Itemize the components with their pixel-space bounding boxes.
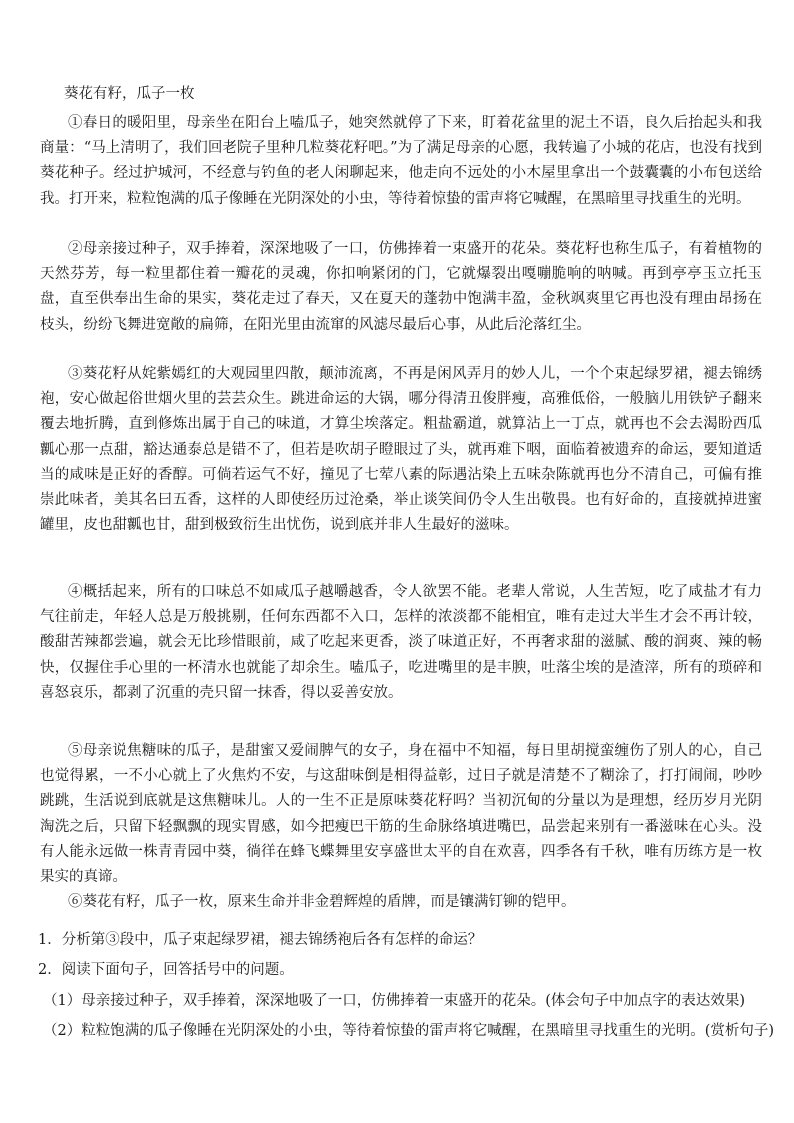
paragraph-1: ①春日的暖阳里，母亲坐在阳台上嗑瓜子，她突然就停了下来，盯着花盆里的泥土不语，良久后抬起头和我商量：“马上清明了，我们回老院子里种几粒葵花籽吧。”为了满足母亲的心愿，我转遍了小城的花店，也没有找到葵花种子。经过护城河，不经意与钓鱼的老人闲聊起来，他走向不远处的小木屋里拿出一个鼓囊囊的小布包送给我。打开来，粒粒饱满的瓜子像睡在光阴深处的小虫，等待着惊蛰的雷声将它喊醒，在黑暗里寻找重生的光明。	[40, 115, 762, 207]
paragraph-2: ②母亲接过种子，双手捧着，深深地吸了一口，仿佛捧着一束盛开的花朵。葵花籽也称生瓜子，有着植物的天然芬芳，每一粒里都住着一瓣花的灵魂，你扣响紧闭的门，它就爆裂出嘎嘣脆响的呐喊。再到亭亭玉立托玉盘，直至供奉出生命的果实，葵花走过了春天，又在夏天的蓬勃中饱满丰盈，金秋飒爽里它再也没有理由昂扬在枝头，纷纷飞舞进宽敞的扁筛，在阳光里由流窜的风滤尽最后心事，从此后沦落红尘。	[40, 241, 762, 333]
paragraph-3: ③葵花籽从姹紫嫣红的大观园里四散，颠沛流离，不再是闲风弄月的妙人儿，一个个束起绿罗裙，褪去锦绣袍，安心做起俗世烟火里的芸芸众生。跳进命运的大锅，哪分得清丑俊胖瘦，高雅低俗，一般脑儿用铁铲子翻来覆去地折腾，直到修炼出属于自己的味道，才算尘埃落定。粗盐霸道，就算沾上一丁点，就再也不会去渴盼西瓜瓤心那一点甜，豁达通泰总是错不了，但若是吹胡子瞪眼过了头，就再难下咽，面临着被遗弃的命运，要知道适当的咸味是正好的香醇。可倘若运气不好，撞见了七荤八素的际遇沾染上五味杂陈就再也分不清自己，可偏有推崇此味者，美其名曰五香，这样的人即使经历过沧桑，举止谈笑间仍令人生出敬畏。也有好命的，直接就掉进蜜罐里，皮也甜瓤也甘，甜到极致衍生出忧伤，说到底并非人生最好的滋味。	[40, 366, 762, 534]
question-1: 1．分析第③段中，瓜子束起绿罗裙，褪去锦绣袍后各有怎样的命运？	[38, 932, 483, 948]
question-2-part-2: （2）粒粒饱满的瓜子像睡在光阴深处的小虫，等待着惊蛰的雷声将它喊醒，在黑暗里寻找重生的光明。(赏析句子)	[43, 1023, 775, 1039]
paragraph-5: ⑤母亲说焦糖味的瓜子，是甜蜜又爱闹脾气的女子，身在福中不知福，每日里胡搅蛮缠伤了别人的心，自己也觉得累，一不小心就上了火焦灼不安，与这甜味倒是相得益彰，过日子就是清楚不了糊涂了，打打闹闹，吵吵跳跳，生活说到底就是这焦糖味儿。人的一生不正是原味葵花籽吗？当初沉甸的分量以为是理想，经历岁月光阴淘洗之后，只留下轻飘飘的现实胃感，如今把瘦巴干筋的生命脉络填进嘴巴，品尝起来别有一番滋味在心头。没有人能永远做一株青青园中葵，徜徉在蜂飞蝶舞里安享盛世太平的自在欢喜，四季各有千秋，唯有历练方是一枚果实的真谛。	[40, 743, 762, 886]
paragraph-6: ⑥葵花有籽，瓜子一枚，原来生命并非金碧辉煌的盾牌，而是镶满钉铆的铠甲。	[68, 894, 576, 910]
essay-title: 葵花有籽，瓜子一枚	[64, 86, 195, 102]
paragraph-4: ④概括起来，所有的口味总不如咸瓜子越嚼越香，令人欲罢不能。老辈人常说，人生苦短，吃了咸盐才有力气往前走，年轻人总是万般挑剔，任何东西都不入口，怎样的浓淡都不能相宜，唯有走过大半生才会不再计较，酸甜苦辣都尝遍，就会无比珍惜眼前，咸了吃起来更香，淡了味道正好，不再奢求甜的滋腻、酸的润爽、辣的畅快，仅握住手心里的一杯清水也就能了却余生。嗑瓜子，吃进嘴里的是丰腴，吐落尘埃的是渣滓，所有的琐碎和喜怒哀乐，都剥了沉重的壳只留一抹香，得以妥善安放。	[40, 584, 762, 701]
question-2: 2．阅读下面句子，回答括号中的问题。	[38, 962, 294, 978]
question-2-part-1: （1）母亲接过种子，双手捧着，深深地吸了一口，仿佛捧着一束盛开的花朵。(体会句子中加点字的表达效果)	[43, 993, 746, 1009]
